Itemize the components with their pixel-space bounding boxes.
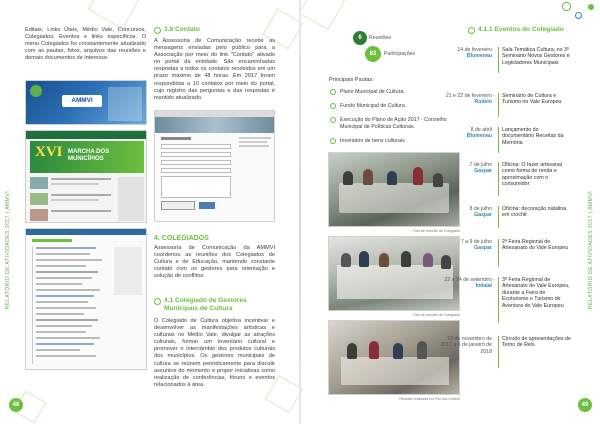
event-divider — [498, 162, 499, 196]
event-divider — [498, 127, 499, 153]
event-divider — [498, 93, 499, 117]
contact-form-image — [154, 110, 275, 222]
photo-caption: Foto de reunião do Colegiado — [412, 229, 460, 233]
text-line — [239, 137, 271, 139]
meeting-table — [341, 357, 449, 385]
menu-row — [36, 313, 84, 315]
menu-row — [36, 319, 98, 321]
menu-row — [36, 301, 88, 303]
event-title: Seminário de Cultura e Turismo no Vale Europeu — [502, 93, 562, 106]
portal-header-bar — [26, 131, 147, 139]
section-38-number: 3.8 — [164, 26, 174, 33]
menu-row — [36, 295, 94, 297]
page-number-left: 48 — [9, 398, 23, 412]
menu-row — [36, 259, 102, 261]
text-line — [51, 199, 99, 201]
menu-row — [36, 289, 100, 291]
event-date — [440, 47, 492, 60]
form-field — [161, 152, 231, 157]
person-figure — [363, 169, 373, 185]
text-line — [51, 178, 111, 180]
event-title: 3ª Feira Regional de Artesanato do Vale Europeu, durante a Feira de Ecoturismo e Turismo de Aventura do Vale Europeu — [502, 277, 570, 309]
menu-row — [36, 325, 92, 327]
section-bullet-icon — [154, 27, 161, 34]
event-date — [440, 93, 492, 106]
meeting-photo-3 — [328, 320, 460, 395]
section-bullet-icon — [154, 298, 161, 305]
text-line — [51, 183, 99, 185]
colegiados-menu-image — [25, 228, 147, 370]
menu-row — [36, 283, 82, 285]
decorative-hexagon — [299, 0, 345, 30]
event-date-text: 7 de julho — [469, 162, 492, 168]
menu-row — [36, 253, 90, 255]
menu-side-panel — [114, 247, 142, 295]
form-title — [161, 137, 191, 140]
person-figure — [347, 343, 357, 359]
event-date-text: 22 a 24 de setembro — [444, 277, 492, 283]
contact-banner — [155, 117, 275, 133]
event-date — [440, 127, 492, 140]
side-label-text: RELATÓRIO DE ATIVIDADES 2017 | AMMVI — [588, 190, 594, 310]
menu-row — [36, 247, 96, 249]
menu-row — [36, 271, 98, 273]
form-textarea — [161, 176, 231, 198]
person-figure — [393, 343, 403, 359]
event-date-text: 8 de julho — [469, 206, 492, 212]
news-thumbnail — [30, 177, 48, 189]
pauta-item: Execução do Plano de Ação 2017 - Conselho Municipal de Políticas Culturais. — [340, 117, 447, 130]
event-title: Oficina: decoração natalina em crochê — [502, 206, 567, 219]
pauta-bullet-icon — [330, 89, 336, 95]
event-title: 2ª Feira Regional de Artesanato do Vale Europeu — [502, 239, 569, 252]
text-line — [239, 141, 267, 143]
menu-row — [36, 331, 86, 333]
pautas-title: Principais Pautas: — [329, 77, 374, 83]
event-date — [440, 336, 492, 355]
event-city: Rodeio — [474, 99, 492, 106]
section-38-title: Contato — [175, 26, 200, 33]
pauta-item: Plano Municipal de Cultura. — [340, 89, 405, 95]
person-figure — [441, 255, 451, 269]
form-field — [161, 168, 231, 173]
event-divider — [498, 47, 499, 73]
decorative-hexagon — [88, 0, 143, 29]
event-city: Gaspar — [474, 245, 492, 252]
menu-tree-line — [32, 246, 33, 364]
event-date — [440, 239, 492, 252]
meeting-table — [339, 183, 449, 213]
event-date-text: 7 a 9 de julho — [460, 239, 492, 245]
section-41-title: Colegiado de Gestores Municipais de Cultura — [164, 297, 247, 312]
participacoes-count-badge: 83 — [365, 46, 381, 62]
event-date-text: 14 de fevereiro — [457, 47, 492, 53]
menu-row — [36, 265, 86, 267]
event-divider — [498, 239, 499, 267]
decorative-diamond — [574, 11, 584, 21]
menu-header-bar — [26, 229, 147, 235]
section-41-text: O Colegiado de Cultura objetiva incentivar e desenvolver as manifestações artísticas e culturais no Médio Vale, divulgar as atrações culturais, formar um inventário cultural e promover o intercâmbio dos produtos culturais dos municípios. Os gestores municipais de cultura se reúnem periodicamente para discutir assuntos do momento e propor iniciativas como realização de conferências, fóruns e eventos relacionados à área. — [154, 318, 275, 388]
xvi-banner-text: XVI — [35, 144, 63, 160]
person-figure — [387, 171, 397, 185]
person-figure — [341, 253, 351, 267]
person-figure — [359, 251, 369, 267]
event-city: Gaspar — [474, 212, 492, 219]
news-thumbnail — [30, 193, 48, 205]
event-city: Blumenau — [466, 133, 492, 140]
section-38-heading — [164, 26, 200, 34]
person-figure — [423, 253, 433, 267]
form-field — [161, 144, 231, 149]
page-gutter — [299, 0, 301, 424]
news-thumbnail — [30, 209, 48, 221]
menu-row — [36, 307, 96, 309]
decorative-diamond — [560, 0, 573, 13]
person-figure — [379, 253, 389, 267]
person-figure — [413, 167, 423, 185]
ammvi-portal-image — [25, 80, 147, 125]
marcha-banner — [30, 141, 144, 173]
event-title: Lançamento do documentário Receitas da Memória — [502, 127, 564, 146]
person-figure — [343, 171, 353, 185]
page-number-right: 49 — [578, 398, 592, 412]
menu-row — [36, 355, 96, 357]
pauta-bullet-icon — [330, 117, 336, 123]
meeting-table — [337, 265, 453, 299]
event-divider — [498, 206, 499, 228]
participacoes-label: Participações — [384, 51, 416, 57]
menu-row — [36, 343, 94, 345]
pauta-item: Inventário de bens culturais. — [340, 138, 407, 144]
pauta-bullet-icon — [330, 138, 336, 144]
event-city: Gaspar — [474, 168, 492, 175]
section-bullet-icon — [468, 27, 475, 34]
person-figure — [369, 341, 379, 359]
photo-caption: Foto de reunião de Colegiado — [412, 313, 460, 317]
side-label-right — [586, 150, 596, 350]
events-heading — [478, 26, 564, 34]
event-city: Blumenau — [466, 53, 492, 60]
menu-row — [36, 277, 92, 279]
reunioes-count-badge: 6 — [353, 31, 367, 45]
text-line — [51, 194, 111, 196]
person-figure — [433, 173, 443, 187]
event-date — [440, 162, 492, 175]
menu-row — [36, 337, 100, 339]
section-4-heading: 4. COLEGIADOS — [154, 235, 209, 242]
menu-row — [36, 349, 80, 351]
text-line — [239, 145, 269, 147]
marcha-portal-image — [25, 130, 147, 223]
event-date-text: 21 e 22 de fevereiro — [445, 93, 492, 99]
photo-caption: Reunião realizada em Rio dos Cedros — [399, 397, 460, 401]
text-line — [51, 210, 111, 212]
ammvi-logo-icon — [30, 85, 42, 97]
event-date-text: 8 de abril — [470, 127, 492, 133]
event-title: Circuito de apresentações de Terno de Reis — [502, 336, 571, 349]
reunioes-label: Reuniões — [369, 35, 391, 41]
person-figure — [401, 251, 411, 267]
section-41-heading — [164, 297, 274, 313]
person-figure — [417, 341, 427, 359]
photo-thumbnail — [108, 87, 142, 121]
intro-text: Editais, Links Úteis, Médio Vale, Concursos, Colegiados, Eventos e links específicos. O menu Colegiados foi constantemente atualizado com as pautas, fotos, arquivos das reuniões e demais documentos de interesse. — [25, 27, 146, 62]
events-title: Eventos do Colegiado — [494, 26, 564, 33]
event-title: Sala Temática Cultura, no 3º Seminário Novos Gestores e Legisladores Municipais — [502, 47, 570, 66]
event-divider — [498, 277, 499, 323]
event-divider — [498, 336, 499, 368]
xvi-banner-subtitle: MARCHA DOS MUNICÍPIOS — [68, 149, 110, 162]
side-label-text: RELATÓRIO DE ATIVIDADES 2017 | AMMVI — [5, 190, 11, 310]
decorative-diamond — [587, 3, 595, 11]
event-city: Indaial — [475, 283, 492, 290]
captcha-box — [161, 201, 195, 210]
events-number: 4.1.1 — [478, 26, 493, 33]
event-date — [440, 206, 492, 219]
sidebar-block — [118, 177, 144, 221]
side-label-left — [3, 150, 13, 350]
section-4-text: Assessoria de Comunicação da AMMVI coordenou as reuniões dos Colegiados de Cultura e de Educação, mantendo constante contato com os gestores para orientação e solução de conflitos. — [154, 245, 275, 280]
event-date — [440, 277, 492, 290]
event-title: Oficina: O fazer artesanal como forma de renda e aproximação com o consumidor — [502, 162, 563, 188]
pauta-item: Fundo Municipal de Cultura. — [340, 103, 407, 109]
section-41-number: 4.1 — [164, 297, 174, 304]
section-38-text: A Assessoria de Comunicação recebe as mensagens enviadas pelo público para a Associação por meio do link "Contato" ativado no portal da entidade. São encaminhadas respostas a todos os contatos recebidos em um prazo máximo de 48 horas. Em 2017 foram respondidas a 10 contatos por meio do portal, cujo registro das perguntas e das respostas é mantido atualizado. — [154, 38, 275, 101]
ammvi-logo: AMMVI — [62, 95, 102, 107]
form-field — [161, 160, 231, 165]
pauta-bullet-icon — [330, 103, 336, 109]
event-date-text: 18 de novembro de 2017 a 6 de janeiro de 2018 — [440, 336, 492, 355]
submit-button-image — [199, 202, 215, 209]
menu-title — [32, 239, 72, 242]
